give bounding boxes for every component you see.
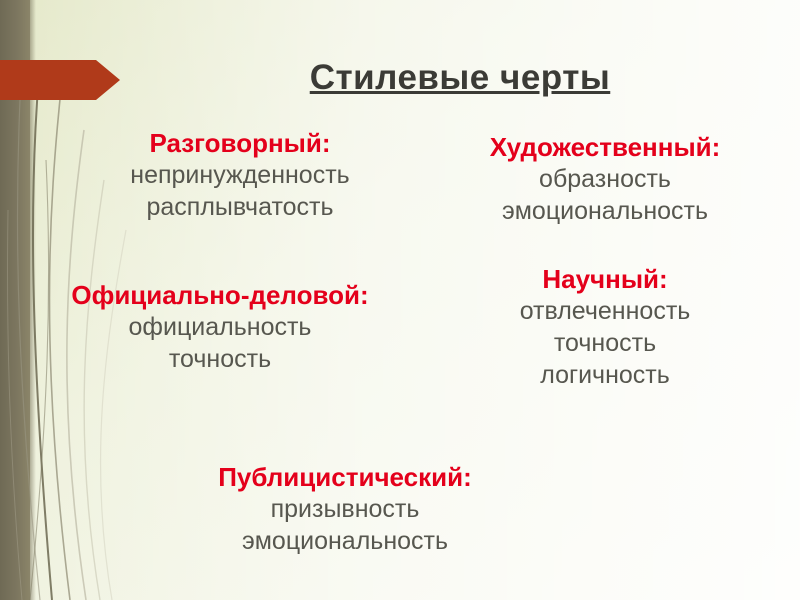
style-block-line: логичность — [540, 361, 670, 390]
style-block-nauchny — [430, 264, 780, 391]
style-block-heading: Художественный: — [489, 132, 721, 162]
style-block-line: отвлеченность — [519, 297, 691, 326]
style-block-line: образность — [539, 165, 671, 194]
style-block-hudozhestvenny — [420, 132, 790, 227]
style-block-heading: Разговорный: — [149, 128, 331, 158]
style-block-heading: Научный: — [542, 264, 668, 294]
page-title: Стилевые черты — [309, 58, 611, 97]
style-block-line: эмоциональность — [241, 527, 449, 556]
style-block-line: эмоциональность — [501, 197, 709, 226]
arrow-banner-icon — [0, 60, 120, 100]
style-block-line: непринужденность — [130, 161, 350, 190]
style-block-publicistichesky — [130, 462, 560, 557]
style-block-line: расплывчатость — [146, 193, 334, 222]
style-block-line: точность — [168, 345, 272, 374]
style-block-razgovorny — [40, 128, 440, 223]
arrow-banner-body — [0, 60, 96, 100]
style-block-heading: Официально-деловой: — [71, 280, 369, 310]
arrow-banner-tip — [96, 60, 120, 100]
style-block-line: официальность — [128, 313, 312, 342]
style-block-oficialno-delovoy — [10, 280, 430, 375]
style-block-line: призывность — [270, 495, 420, 524]
style-block-line: точность — [553, 329, 657, 358]
style-block-heading: Публицистический: — [218, 462, 472, 492]
